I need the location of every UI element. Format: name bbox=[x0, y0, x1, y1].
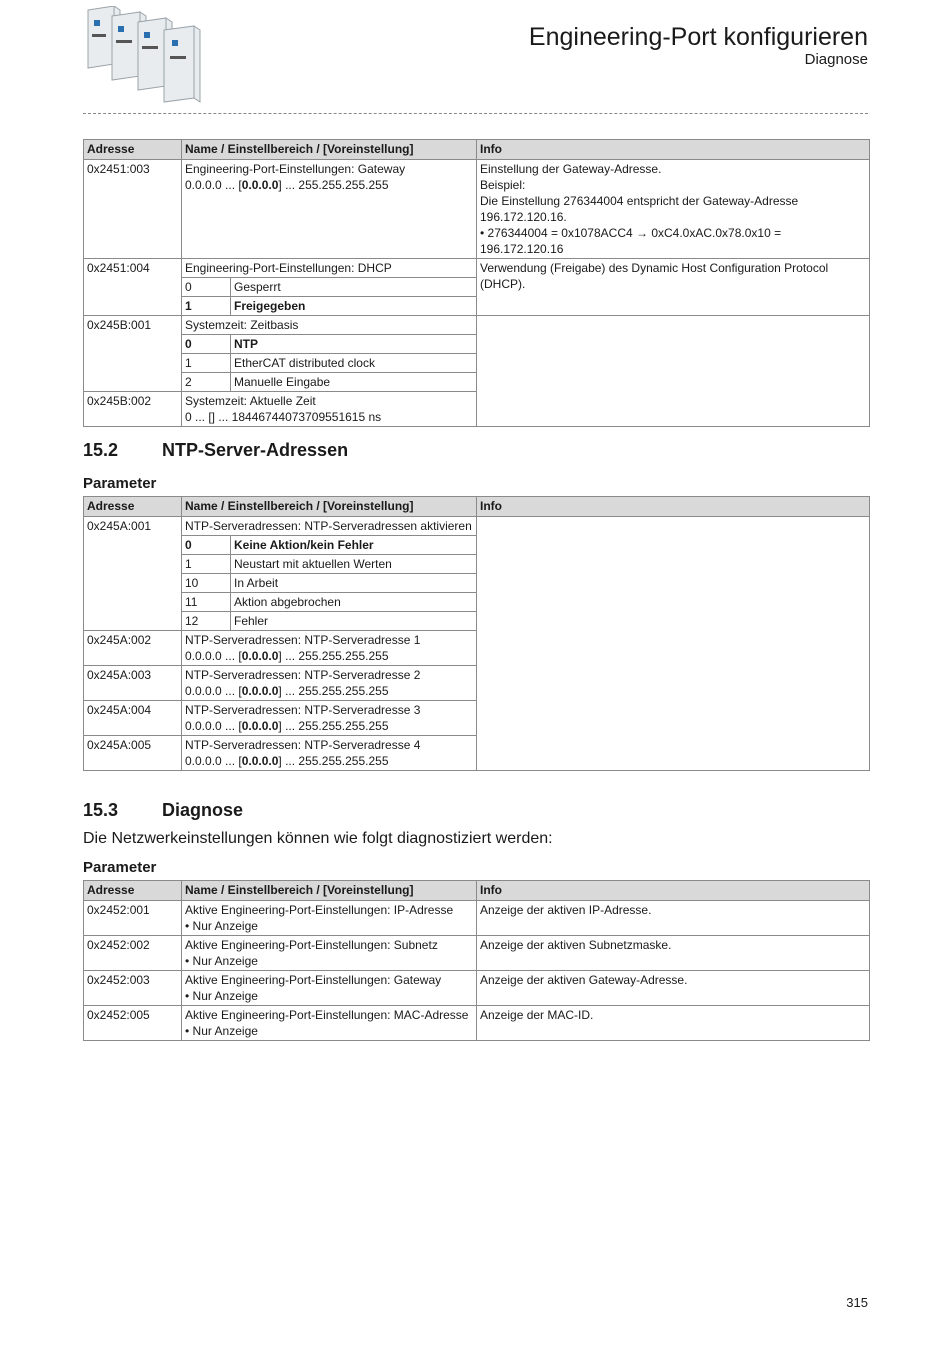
page-subtitle: Diagnose bbox=[804, 51, 868, 68]
section-title: Diagnose bbox=[162, 800, 244, 820]
page-number: 315 bbox=[846, 1295, 868, 1310]
address-cell: 0x2451:003 bbox=[84, 160, 182, 259]
name-cell bbox=[182, 736, 477, 771]
option-text: Fehler bbox=[231, 612, 477, 631]
table-header-row bbox=[84, 140, 870, 160]
option-text: NTP bbox=[231, 335, 477, 354]
address-cell: 0x2452:005 bbox=[84, 1006, 182, 1041]
parameter-name: NTP-Serveradressen: NTP-Serveradresse 3 bbox=[185, 703, 421, 717]
info-line: Die Einstellung 276344004 entspricht der Gateway-Adresse 196.172.120.16. bbox=[480, 194, 799, 224]
address-cell: 0x245A:003 bbox=[84, 666, 182, 701]
option-text: EtherCAT distributed clock bbox=[231, 354, 477, 373]
table-row bbox=[84, 160, 870, 259]
parameter-range bbox=[185, 177, 473, 193]
section-heading-ntp bbox=[83, 439, 348, 461]
range-suffix: ] ... 255.255.255.255 bbox=[278, 649, 389, 663]
table-row bbox=[84, 259, 870, 278]
parameter-table-ntp bbox=[83, 496, 870, 771]
address-cell: 0x245B:002 bbox=[84, 392, 182, 427]
range-prefix: 0.0.0.0 ... [ bbox=[185, 719, 242, 733]
product-image bbox=[84, 6, 216, 106]
option-value: 0 bbox=[182, 335, 231, 354]
address-cell: 0x245B:001 bbox=[84, 316, 182, 392]
section-heading-diagnose bbox=[83, 799, 243, 821]
name-cell bbox=[182, 971, 477, 1006]
info-line: Beispiel: bbox=[480, 178, 526, 192]
parameter-range bbox=[185, 648, 473, 664]
parameter-heading: Parameter bbox=[83, 475, 157, 492]
column-header-info: Info bbox=[477, 497, 870, 517]
info-bullet: • 276344004 = 0x1078ACC4 → 0xC4.0xAC.0x78.0x10 = 196.172.120.16 bbox=[480, 225, 866, 257]
info-cell: Verwendung (Freigabe) des Dynamic Host Configuration Protocol (DHCP). bbox=[477, 259, 870, 316]
info-cell bbox=[477, 517, 870, 771]
range-suffix: ] ... 255.255.255.255 bbox=[278, 754, 389, 768]
option-value: 0 bbox=[182, 278, 231, 297]
name-cell bbox=[182, 1006, 477, 1041]
address-cell: 0x245A:004 bbox=[84, 701, 182, 736]
parameter-name: Aktive Engineering-Port-Einstellungen: Subnetz bbox=[185, 938, 438, 952]
name-cell bbox=[182, 701, 477, 736]
table-row bbox=[84, 901, 870, 936]
range-default: 0.0.0.0 bbox=[241, 754, 279, 768]
parameter-name: NTP-Serveradressen: NTP-Serveradresse 4 bbox=[185, 738, 421, 752]
column-header-address: Adresse bbox=[84, 881, 182, 901]
section-number: 15.2 bbox=[83, 440, 119, 460]
parameter-table-diagnose bbox=[83, 880, 870, 1041]
option-text: Aktion abgebrochen bbox=[231, 593, 477, 612]
column-header-info: Info bbox=[477, 140, 870, 160]
address-cell: 0x2452:002 bbox=[84, 936, 182, 971]
table-row bbox=[84, 316, 870, 335]
address-cell: 0x2452:001 bbox=[84, 901, 182, 936]
parameter-name: Engineering-Port-Einstellungen: Gateway bbox=[185, 162, 406, 176]
option-value: 2 bbox=[182, 373, 231, 392]
display-only-note: • Nur Anzeige bbox=[185, 918, 473, 934]
parameter-name: Aktive Engineering-Port-Einstellungen: MAC-Adresse bbox=[185, 1008, 469, 1022]
display-only-note: • Nur Anzeige bbox=[185, 953, 473, 969]
name-cell bbox=[182, 936, 477, 971]
name-cell: Engineering-Port-Einstellungen: DHCP bbox=[182, 259, 477, 278]
range-prefix: 0.0.0.0 ... [ bbox=[185, 754, 242, 768]
parameter-name: Aktive Engineering-Port-Einstellungen: Gateway bbox=[185, 973, 442, 987]
address-cell: 0x2452:003 bbox=[84, 971, 182, 1006]
range-default: 0.0.0.0 bbox=[241, 684, 279, 698]
name-cell bbox=[182, 160, 477, 259]
parameter-name: Systemzeit: Aktuelle Zeit bbox=[185, 394, 316, 408]
parameter-range bbox=[185, 753, 473, 769]
column-header-info: Info bbox=[477, 881, 870, 901]
column-header-address: Adresse bbox=[84, 140, 182, 160]
option-text: Freigegeben bbox=[231, 297, 477, 316]
header-divider bbox=[83, 113, 868, 114]
address-cell: 0x245A:001 bbox=[84, 517, 182, 631]
address-cell: 0x245A:002 bbox=[84, 631, 182, 666]
parameter-range bbox=[185, 718, 473, 734]
range-prefix: 0.0.0.0 ... [ bbox=[185, 178, 242, 192]
table-header-row bbox=[84, 881, 870, 901]
parameter-name: NTP-Serveradressen: NTP-Serveradresse 1 bbox=[185, 633, 421, 647]
parameter-range bbox=[185, 683, 473, 699]
name-cell bbox=[182, 631, 477, 666]
parameter-name: Aktive Engineering-Port-Einstellungen: IP-Adresse bbox=[185, 903, 454, 917]
option-value: 0 bbox=[182, 536, 231, 555]
range-suffix: ] ... 255.255.255.255 bbox=[278, 178, 389, 192]
section-number: 15.3 bbox=[83, 800, 119, 820]
name-cell: Systemzeit: Zeitbasis bbox=[182, 316, 477, 335]
column-header-name: Name / Einstellbereich / [Voreinstellung] bbox=[182, 497, 477, 517]
name-cell bbox=[182, 666, 477, 701]
address-cell: 0x2451:004 bbox=[84, 259, 182, 316]
parameter-heading: Parameter bbox=[83, 859, 157, 876]
info-cell: Anzeige der aktiven IP-Adresse. bbox=[477, 901, 870, 936]
display-only-note: • Nur Anzeige bbox=[185, 1023, 473, 1039]
address-cell: 0x245A:005 bbox=[84, 736, 182, 771]
option-value: 1 bbox=[182, 555, 231, 574]
range-prefix: 0.0.0.0 ... [ bbox=[185, 684, 242, 698]
table-row bbox=[84, 971, 870, 1006]
name-cell: NTP-Serveradressen: NTP-Serveradressen aktivieren bbox=[182, 517, 477, 536]
table-row bbox=[84, 936, 870, 971]
name-cell bbox=[182, 901, 477, 936]
option-value: 11 bbox=[182, 593, 231, 612]
option-text: In Arbeit bbox=[231, 574, 477, 593]
option-text: Gesperrt bbox=[231, 278, 477, 297]
option-text: Keine Aktion/kein Fehler bbox=[231, 536, 477, 555]
range-default: 0.0.0.0 bbox=[241, 719, 279, 733]
parameter-table-engineering-port bbox=[83, 139, 870, 427]
parameter-range: 0 ... [] ... 18446744073709551615 ns bbox=[185, 410, 382, 424]
info-cell: Anzeige der aktiven Subnetzmaske. bbox=[477, 936, 870, 971]
page-title: Engineering-Port konfigurieren bbox=[528, 23, 868, 51]
table-row bbox=[84, 1006, 870, 1041]
range-suffix: ] ... 255.255.255.255 bbox=[278, 684, 389, 698]
option-value: 1 bbox=[182, 354, 231, 373]
range-default: 0.0.0.0 bbox=[241, 649, 279, 663]
info-cell: Anzeige der aktiven Gateway-Adresse. bbox=[477, 971, 870, 1006]
option-text: Manuelle Eingabe bbox=[231, 373, 477, 392]
range-prefix: 0.0.0.0 ... [ bbox=[185, 649, 242, 663]
section-intro: Die Netzwerkeinstellungen können wie folgt diagnostiziert werden: bbox=[83, 830, 553, 847]
info-cell bbox=[477, 316, 870, 427]
range-default: 0.0.0.0 bbox=[241, 178, 279, 192]
display-only-note: • Nur Anzeige bbox=[185, 988, 473, 1004]
table-header-row bbox=[84, 497, 870, 517]
column-header-name: Name / Einstellbereich / [Voreinstellung] bbox=[182, 140, 477, 160]
option-value: 1 bbox=[182, 297, 231, 316]
option-value: 10 bbox=[182, 574, 231, 593]
range-suffix: ] ... 255.255.255.255 bbox=[278, 719, 389, 733]
option-text: Neustart mit aktuellen Werten bbox=[231, 555, 477, 574]
column-header-address: Adresse bbox=[84, 497, 182, 517]
column-header-name: Name / Einstellbereich / [Voreinstellung] bbox=[182, 881, 477, 901]
info-line: Einstellung der Gateway-Adresse. bbox=[480, 162, 662, 176]
parameter-name: NTP-Serveradressen: NTP-Serveradresse 2 bbox=[185, 668, 421, 682]
table-row bbox=[84, 517, 870, 536]
name-cell bbox=[182, 392, 477, 427]
section-title: NTP-Server-Adressen bbox=[162, 440, 349, 460]
info-cell bbox=[477, 160, 870, 259]
info-cell: Anzeige der MAC-ID. bbox=[477, 1006, 870, 1041]
option-value: 12 bbox=[182, 612, 231, 631]
